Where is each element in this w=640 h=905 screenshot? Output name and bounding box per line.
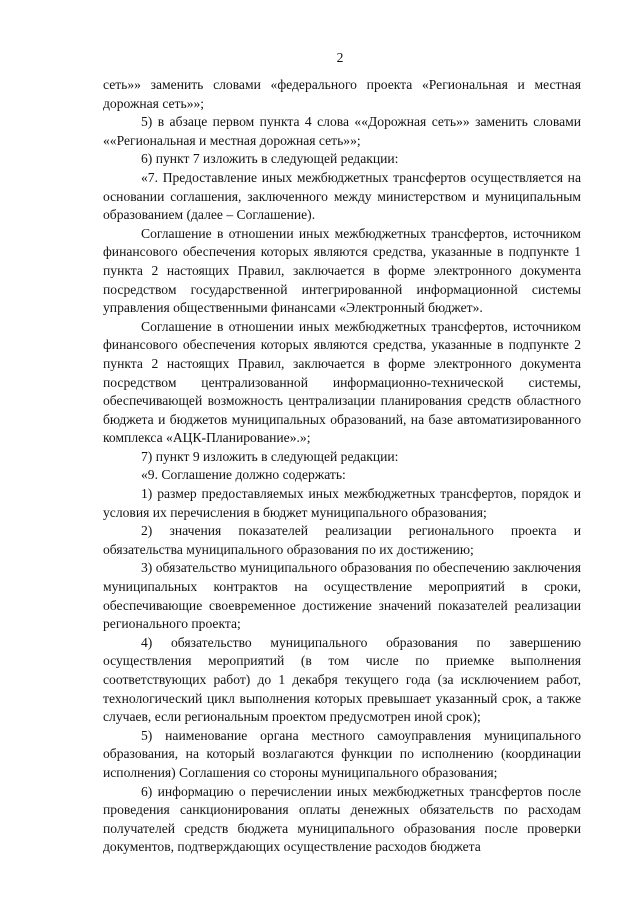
paragraph-subitem-2: 2) значения показателей реализации регионального проекта и обязательства муниципального образования по их достижению; bbox=[103, 523, 581, 557]
page-number: 2 bbox=[336, 50, 344, 65]
paragraph-item-6: 6) пункт 7 изложить в следующей редакции: bbox=[141, 151, 399, 167]
paragraph-subitem-1: 1) размер предоставляемых иных межбюджетных трансфертов, порядок и условия их перечисления в бюджет муниципального образования; bbox=[103, 486, 581, 520]
paragraph-subitem-3: 3) обязательство муниципального образования по обеспечению заключения муниципальных контрактов на осуществление мероприятий в сроки, обеспечивающие своевременное достижение значений показателей реализации регионального проекта; bbox=[103, 560, 581, 632]
paragraph-clause-9: «9. Соглашение должно содержать: bbox=[141, 467, 346, 483]
paragraph-agreement-ack-planning: Соглашение в отношении иных межбюджетных трансфертов, источником финансового обеспечения которых являются средства, указанные в подпункте 2 пункта 2 настоящих Правил, заключается в форме электронного документа посредством централизованной информационно-технической системы, обеспечивающей возможность централизации планирования средств областного бюджета и бюджетов муниципальных образований, на базе автоматизированного комплекса «АЦК-Планирование».»; bbox=[103, 318, 581, 446]
paragraph-subitem-4: 4) обязательство муниципального образования по завершению осуществления мероприятий (в том числе по приемке выполнения соответствующих работ) до 1 декабря текущего года (за исключением работ, технологический цикл выполнения которых превышает указанный срок, а также случаев, если региональным проектом предусмотрен иной срок); bbox=[103, 634, 581, 725]
document-body bbox=[103, 76, 581, 857]
paragraph-subitem-5: 5) наименование органа местного самоуправления муниципального образования, на который возлагаются функции по исполнению (координации исполнения) Соглашения со стороны муниципального образования; bbox=[103, 727, 581, 780]
paragraph-subitem-6: 6) информацию о перечислении иных межбюджетных трансфертов после проведения санкционирования оплаты денежных обязательств по расходам получателей средств бюджета муниципального образования после проверки документов, подтверждающих осуществление расходов бюджета bbox=[103, 783, 581, 855]
paragraph-continuation: сеть»» заменить словами «федерального проекта «Региональная и местная дорожная сеть»»; bbox=[103, 77, 581, 111]
paragraph-item-5: 5) в абзаце первом пункта 4 слова ««Дорожная сеть»» заменить словами ««Региональная и местная дорожная сеть»»; bbox=[103, 114, 581, 148]
paragraph-clause-7: «7. Предоставление иных межбюджетных трансфертов осуществляется на основании соглашения, заключенного между министерством и муниципальным образованием (далее – Соглашение). bbox=[103, 169, 581, 223]
paragraph-item-7: 7) пункт 9 изложить в следующей редакции: bbox=[141, 448, 399, 464]
paragraph-agreement-electronic-budget: Соглашение в отношении иных межбюджетных трансфертов, источником финансового обеспечения которых являются средства, указанные в подпункте 1 пункта 2 настоящих Правил, заключается в форме электронного документа посредством государственной интегрированной информационной системы управления общественными финансами «Электронный бюджет». bbox=[103, 225, 581, 316]
